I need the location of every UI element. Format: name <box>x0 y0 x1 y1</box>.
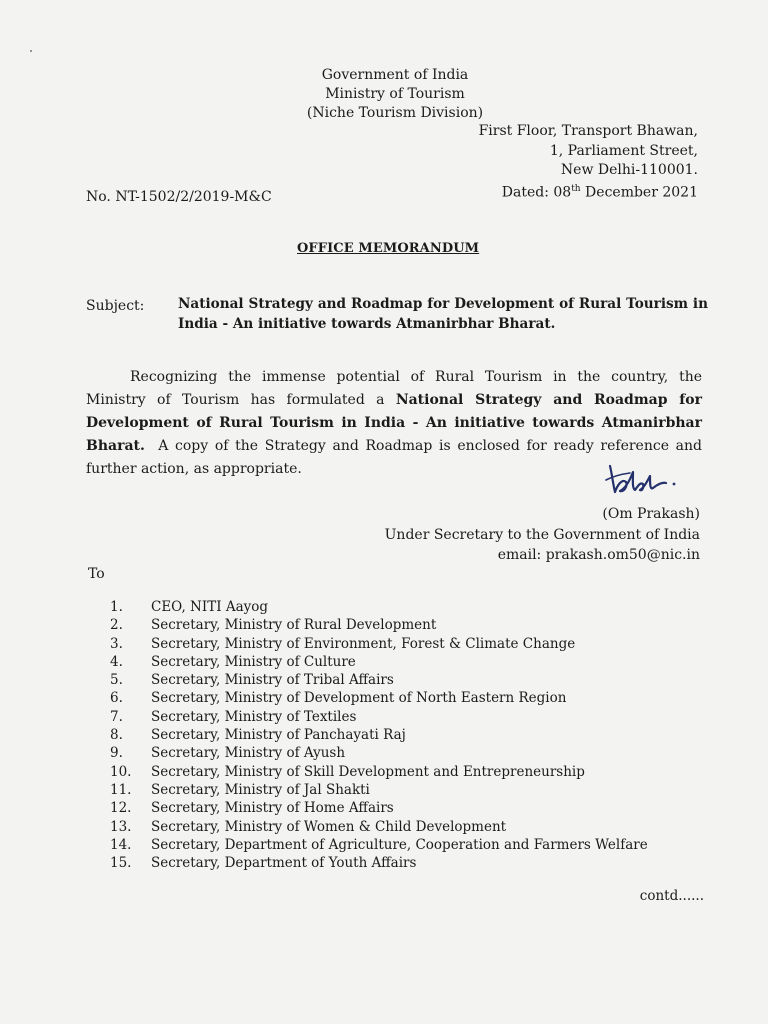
body-text-bold: National Strategy and Roadmap for Development of Rural Tourism in India - An initiative towards Atmanirbhar Bharat. <box>86 392 702 454</box>
list-item <box>110 763 648 781</box>
signatory-block <box>385 504 700 566</box>
list-item <box>110 689 648 707</box>
list-item-text: Secretary, Department of Agriculture, Cooperation and Farmers Welfare <box>151 836 648 853</box>
list-item-text: Secretary, Ministry of Jal Shakti <box>151 781 370 798</box>
list-item-text: Secretary, Ministry of Ayush <box>151 745 346 762</box>
reference-number: No. NT-1502/2/2019-M&C <box>86 189 272 205</box>
signatory-email: email: prakash.om50@nic.in <box>497 547 700 563</box>
letterhead-line-division: (Niche Tourism Division) <box>306 105 484 121</box>
list-item-text: Secretary, Ministry of Environment, Forest & Climate Change <box>151 635 576 652</box>
list-item-number: 8. <box>110 727 123 744</box>
date-suffix: December 2021 <box>580 184 698 201</box>
list-item <box>110 799 648 817</box>
list-item <box>110 726 648 744</box>
list-item-text: Secretary, Ministry of Home Affairs <box>151 800 394 817</box>
list-item-number: 2. <box>110 617 123 634</box>
list-item-number: 11. <box>110 781 132 798</box>
list-item-text: Secretary, Ministry of Culture <box>151 653 356 670</box>
list-item <box>110 616 648 634</box>
list-item-text: CEO, NITI Aayog <box>151 599 269 615</box>
list-item-number: 4. <box>110 653 123 670</box>
address-line-2: 1, Parliament Street, <box>549 142 698 159</box>
list-item-text: Secretary, Ministry of Rural Development <box>151 617 437 634</box>
address-line-3: New Delhi-110001. <box>560 162 698 178</box>
list-item-number: 15. <box>110 855 132 872</box>
memo-title: OFFICE MEMORANDUM <box>297 241 480 256</box>
recipient-list <box>110 598 648 872</box>
list-item <box>110 781 648 799</box>
list-item <box>110 653 648 671</box>
list-item-number: 5. <box>110 672 123 689</box>
list-item <box>110 854 648 872</box>
signatory-designation: Under Secretary to the Government of India <box>384 526 700 543</box>
subject-label: Subject: <box>86 298 145 314</box>
list-item-number: 10. <box>110 763 132 780</box>
signatory-name: (Om Prakash) <box>602 506 700 522</box>
list-item-number: 1. <box>110 599 123 615</box>
address-line-1: First Floor, Transport Bhawan, <box>478 123 698 139</box>
list-item <box>110 635 648 653</box>
letterhead-line-ministry: Ministry of Tourism <box>325 86 465 102</box>
date-prefix: Dated: 08 <box>501 184 572 201</box>
to-label: To <box>88 566 105 582</box>
list-item-number: 9. <box>110 745 123 762</box>
list-item-text: Secretary, Ministry of Panchayati Raj <box>151 727 406 744</box>
list-item <box>110 671 648 689</box>
continued-marker: contd...... <box>639 888 704 904</box>
office-address <box>479 122 698 181</box>
date-line <box>502 184 698 201</box>
list-item-text: Secretary, Ministry of Tribal Affairs <box>151 672 394 689</box>
subject-text: National Strategy and Roadmap for Development of Rural Tourism in India - An initiative towards Atmanirbhar Bharat. <box>178 296 708 332</box>
list-item <box>110 818 648 836</box>
list-item <box>110 598 648 616</box>
letterhead-line-government: Government of India <box>321 67 469 83</box>
list-item-number: 12. <box>110 800 132 817</box>
list-item <box>110 836 648 854</box>
list-item-text: Secretary, Ministry of Textiles <box>151 708 357 725</box>
list-item-text: Secretary, Ministry of Women & Child Development <box>151 818 507 835</box>
body-text-part-2: A copy of the Strategy and Roadmap is enclosed for ready reference and further action, as appropriate. <box>86 438 707 477</box>
list-item-text: Secretary, Department of Youth Affairs <box>151 855 417 872</box>
list-item-number: 7. <box>110 708 123 725</box>
date-superscript: th <box>571 184 581 194</box>
list-item-number: 13. <box>110 818 132 835</box>
body-text-part-1: Recognizing the immense potential of Rural Tourism in the country, the Ministry of Tourism has formulated a <box>86 369 702 408</box>
list-item-text: Secretary, Ministry of Development of North Eastern Region <box>151 690 567 707</box>
list-item-number: 3. <box>110 635 123 652</box>
list-item <box>110 708 648 726</box>
list-item-number: 14. <box>110 836 132 853</box>
list-item-number: 6. <box>110 690 123 707</box>
list-item-text: Secretary, Ministry of Skill Development and Entrepreneurship <box>151 763 585 780</box>
list-item <box>110 744 648 762</box>
handwritten-signature <box>600 458 680 502</box>
letterhead <box>300 66 490 123</box>
scan-speck <box>30 50 32 52</box>
